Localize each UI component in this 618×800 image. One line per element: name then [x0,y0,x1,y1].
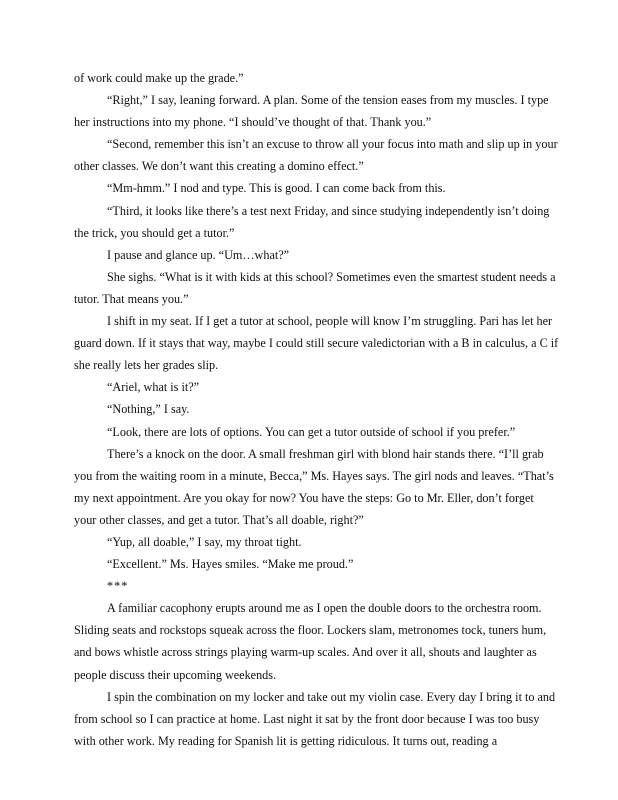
paragraph: I spin the combination on my locker and take out my violin case. Every day I bring it to and from school so I can practice at home. Last night it sat by the front door because I was too busy with other work. My reading for Spanish lit is getting ridiculous. It turns out, reading a [74,689,556,748]
paragraph: I pause and glance up. “Um…what?” [107,247,290,262]
body-text [74,67,559,752]
paragraph: There’s a knock on the door. A small freshman girl with blond hair stands there. “I’ll grab you from the waiting room in a minute, Becca,” Ms. Hayes says. The girl nods and leaves. “That’s my next appointment. Are you okay for now? You have the steps: Go to Mr. Eller, don’t forget your other classes, and get a tutor. That’s all doable, right?” [74,446,554,527]
paragraph: “Yup, all doable,” I say, my throat tight. [107,534,302,549]
paragraph: “Second, remember this isn’t an excuse to throw all your focus into math and slip up in your other classes. We don’t want this creating a domino effect.” [74,137,558,174]
paragraph: A familiar cacophony erupts around me as I open the double doors to the orchestra room. Sliding seats and rockstops squeak across the floor. Lockers slam, metronomes tock, tuners hum, and bows whistle across strings playing warm-up scales. And over it all, shouts and laughter as people discuss their upcoming weekends. [74,601,547,682]
paragraph: “Right,” I say, leaning forward. A plan. Some of the tension eases from my muscles. I type her instructions into my phone. “I should’ve thought of that. Thank you.” [74,93,549,130]
paragraph: “Look, there are lots of options. You can get a tutor outside of school if you prefer.” [107,424,516,439]
paragraph: “Mm-hmm.” I nod and type. This is good. I can come back from this. [107,181,446,196]
scene-break: *** [107,579,129,594]
paragraph: “Excellent.” Ms. Hayes smiles. “Make me proud.” [107,557,354,572]
paragraph-continuation: of work could make up the grade.” [74,71,244,85]
paragraph: She sighs. “What is it with kids at this school? Sometimes even the smartest student needs a tutor. That means you.” [74,269,556,306]
paragraph: “Third, it looks like there’s a test next Friday, and since studying independently isn’t doing the trick, you should get a tutor.” [74,203,550,240]
paragraph: “Nothing,” I say. [107,402,190,417]
paragraph: I shift in my seat. If I get a tutor at school, people will know I’m struggling. Pari has let her guard down. If it stays that way, maybe I could still secure valedictorian with a B in calculus, a C if she really lets her grades slip. [74,314,559,373]
paragraph: “Ariel, what is it?” [107,380,200,395]
